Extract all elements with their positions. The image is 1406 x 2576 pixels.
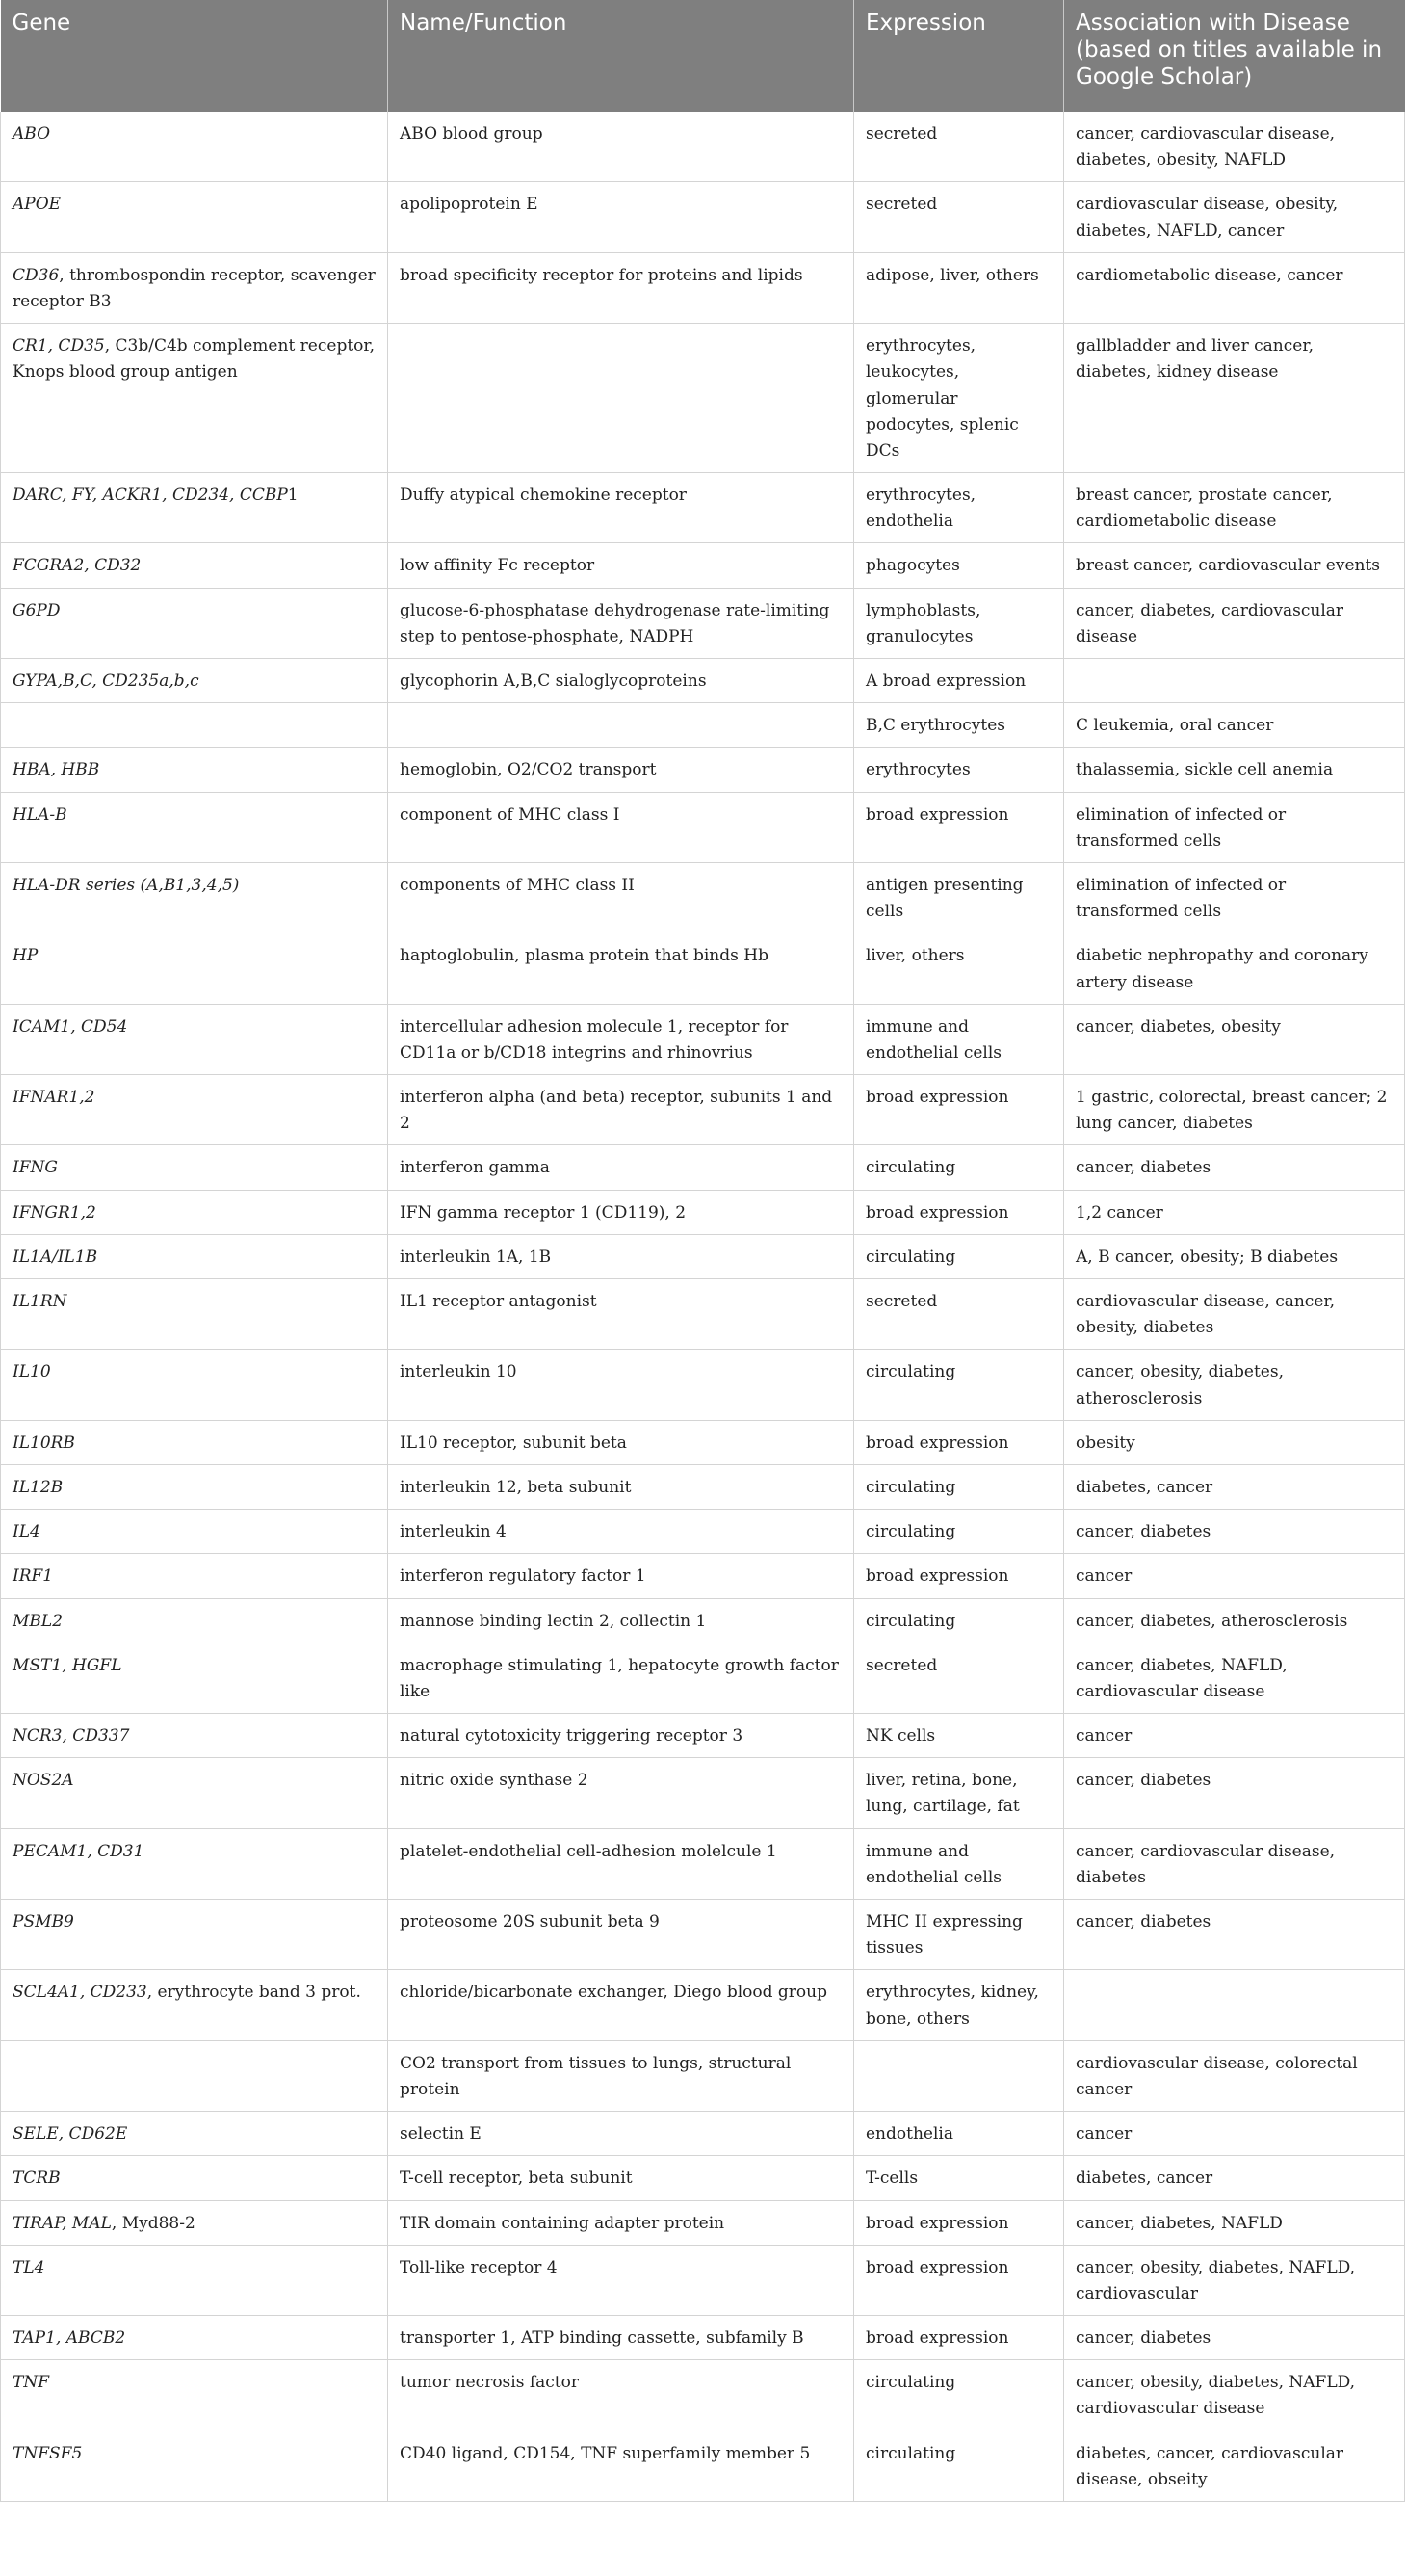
table-row	[1, 1279, 1405, 1350]
gene-symbol: HP	[13, 946, 39, 966]
name-function-cell: components of MHC class II	[388, 862, 854, 933]
table-row	[1, 1598, 1405, 1643]
table-row	[1, 588, 1405, 658]
expression-cell: circulating	[854, 1464, 1064, 1509]
name-function-cell	[388, 324, 854, 473]
disease-cell: C leukemia, oral cancer	[1064, 703, 1405, 748]
gene-symbol: IFNG	[13, 1158, 58, 1178]
expression-cell: broad expression	[854, 1554, 1064, 1598]
gene-symbol: MBL2	[13, 1611, 64, 1631]
table-row	[1, 112, 1405, 182]
header-disease-association: Association with Disease (based on titles available in Google Scholar)	[1064, 0, 1405, 112]
gene-cell	[1, 252, 388, 323]
expression-cell: antigen presenting cells	[854, 862, 1064, 933]
gene-cell	[1, 543, 388, 588]
gene-cell	[1, 792, 388, 862]
table-row	[1, 2360, 1405, 2431]
name-function-cell: IFN gamma receptor 1 (CD119), 2	[388, 1190, 854, 1234]
table-header	[1, 0, 1405, 112]
gene-cell	[1, 703, 388, 748]
gene-cell	[1, 324, 388, 473]
disease-cell: cancer, cardiovascular disease, diabetes, obesity, NAFLD	[1064, 112, 1405, 182]
gene-symbol: ABO	[13, 124, 51, 144]
table-row	[1, 2200, 1405, 2245]
gene-symbol: ICAM1, CD54	[13, 1016, 128, 1037]
gene-symbol: IL4	[13, 1522, 40, 1542]
name-function-cell: tumor necrosis factor	[388, 2360, 854, 2431]
table-row	[1, 1828, 1405, 1899]
name-function-cell: component of MHC class I	[388, 792, 854, 862]
disease-cell: cancer, diabetes, cardiovascular disease	[1064, 588, 1405, 658]
expression-cell: endothelia	[854, 2112, 1064, 2156]
gene-symbol: HLA-DR series (A,B1,3,4,5)	[13, 875, 240, 895]
table-row	[1, 543, 1405, 588]
disease-cell: A, B cancer, obesity; B diabetes	[1064, 1234, 1405, 1278]
disease-cell: cardiovascular disease, obesity, diabetes, NAFLD, cancer	[1064, 182, 1405, 252]
gene-symbol: G6PD	[13, 600, 61, 620]
expression-cell: adipose, liver, others	[854, 252, 1064, 323]
gene-alias: , erythrocyte band 3 prot.	[146, 1983, 361, 2003]
gene-cell	[1, 659, 388, 703]
expression-cell: NK cells	[854, 1714, 1064, 1758]
table-row	[1, 792, 1405, 862]
name-function-cell: interleukin 10	[388, 1350, 854, 1420]
table-row	[1, 1350, 1405, 1420]
header-gene: Gene	[1, 0, 388, 112]
expression-cell: erythrocytes, endothelia	[854, 473, 1064, 543]
gene-cell	[1, 1510, 388, 1554]
expression-cell: broad expression	[854, 1190, 1064, 1234]
gene-cell	[1, 862, 388, 933]
gene-cell	[1, 1970, 388, 2040]
disease-cell: gallbladder and liver cancer, diabetes, kidney disease	[1064, 324, 1405, 473]
gene-cell	[1, 1714, 388, 1758]
disease-cell: breast cancer, cardiovascular events	[1064, 543, 1405, 588]
disease-cell: cancer, diabetes, NAFLD, cardiovascular disease	[1064, 1643, 1405, 1713]
expression-cell: MHC II expressing tissues	[854, 1900, 1064, 1970]
gene-symbol: TIRAP, MAL	[13, 2213, 112, 2233]
disease-cell: cancer	[1064, 1714, 1405, 1758]
table-row	[1, 1970, 1405, 2040]
gene-cell	[1, 2156, 388, 2200]
expression-cell: broad expression	[854, 1075, 1064, 1145]
expression-cell: broad expression	[854, 2316, 1064, 2360]
gene-cell	[1, 2040, 388, 2111]
gene-symbol: IFNGR1,2	[13, 1202, 96, 1222]
table-row	[1, 2112, 1405, 2156]
name-function-cell	[388, 703, 854, 748]
gene-cell	[1, 1350, 388, 1420]
name-function-cell: selectin E	[388, 2112, 854, 2156]
gene-symbol: IL12B	[13, 1477, 64, 1497]
name-function-cell: transporter 1, ATP binding cassette, subfamily B	[388, 2316, 854, 2360]
gene-cell	[1, 1900, 388, 1970]
disease-cell: cancer, diabetes, atherosclerosis	[1064, 1598, 1405, 1643]
expression-cell: A broad expression	[854, 659, 1064, 703]
gene-symbol: TNF	[13, 2373, 50, 2393]
table-row	[1, 862, 1405, 933]
gene-symbol: CR1, CD35	[13, 336, 105, 356]
expression-cell: B,C erythrocytes	[854, 703, 1064, 748]
disease-cell: diabetes, cancer, cardiovascular disease, obseity	[1064, 2431, 1405, 2501]
name-function-cell: CD40 ligand, CD154, TNF superfamily member 5	[388, 2431, 854, 2501]
name-function-cell: macrophage stimulating 1, hepatocyte growth factor like	[388, 1643, 854, 1713]
disease-cell: cancer, diabetes	[1064, 1510, 1405, 1554]
name-function-cell: hemoglobin, O2/CO2 transport	[388, 748, 854, 792]
disease-cell: thalassemia, sickle cell anemia	[1064, 748, 1405, 792]
gene-symbol: FCGRA2, CD32	[13, 556, 142, 576]
table-row	[1, 1234, 1405, 1278]
table-row	[1, 1190, 1405, 1234]
header-name-function: Name/Function	[388, 0, 854, 112]
name-function-cell: proteosome 20S subunit beta 9	[388, 1900, 854, 1970]
name-function-cell: glycophorin A,B,C sialoglycoproteins	[388, 659, 854, 703]
expression-cell: T-cells	[854, 2156, 1064, 2200]
gene-symbol: SELE, CD62E	[13, 2124, 128, 2144]
gene-cell	[1, 588, 388, 658]
table-row	[1, 659, 1405, 703]
expression-cell: circulating	[854, 1350, 1064, 1420]
expression-cell: immune and endothelial cells	[854, 1004, 1064, 1074]
name-function-cell: ABO blood group	[388, 112, 854, 182]
table-body	[1, 112, 1405, 2502]
expression-cell: broad expression	[854, 2200, 1064, 2245]
table-row	[1, 2156, 1405, 2200]
expression-cell	[854, 2040, 1064, 2111]
expression-cell: circulating	[854, 1145, 1064, 1190]
gene-cell	[1, 1758, 388, 1828]
gene-symbol: IL1A/IL1B	[13, 1247, 98, 1267]
expression-cell: erythrocytes, kidney, bone, others	[854, 1970, 1064, 2040]
disease-cell: cancer, diabetes	[1064, 1145, 1405, 1190]
name-function-cell: chloride/bicarbonate exchanger, Diego blood group	[388, 1970, 854, 2040]
gene-cell	[1, 1464, 388, 1509]
table-row	[1, 473, 1405, 543]
table-row	[1, 1075, 1405, 1145]
name-function-cell: IL10 receptor, subunit beta	[388, 1420, 854, 1464]
gene-symbol: IRF1	[13, 1566, 54, 1587]
disease-cell: diabetic nephropathy and coronary artery disease	[1064, 933, 1405, 1004]
disease-cell: cancer, cardiovascular disease, diabetes	[1064, 1828, 1405, 1899]
gene-symbol: IL10RB	[13, 1433, 75, 1453]
name-function-cell: interleukin 4	[388, 1510, 854, 1554]
name-function-cell: broad specificity receptor for proteins and lipids	[388, 252, 854, 323]
name-function-cell: mannose binding lectin 2, collectin 1	[388, 1598, 854, 1643]
gene-cell	[1, 1145, 388, 1190]
gene-cell	[1, 473, 388, 543]
name-function-cell: IL1 receptor antagonist	[388, 1279, 854, 1350]
gene-symbol: IFNAR1,2	[13, 1088, 95, 1108]
gene-cell	[1, 2112, 388, 2156]
expression-cell: circulating	[854, 2431, 1064, 2501]
gene-cell	[1, 112, 388, 182]
gene-symbol: PECAM1, CD31	[13, 1841, 144, 1861]
name-function-cell: Duffy atypical chemokine receptor	[388, 473, 854, 543]
table-row	[1, 2245, 1405, 2315]
disease-cell: cardiovascular disease, colorectal cancer	[1064, 2040, 1405, 2111]
disease-cell: cancer	[1064, 1554, 1405, 1598]
gene-symbol: TAP1, ABCB2	[13, 2328, 126, 2349]
gene-symbol: PSMB9	[13, 1912, 74, 1932]
disease-cell: elimination of infected or transformed cells	[1064, 862, 1405, 933]
expression-cell: liver, others	[854, 933, 1064, 1004]
gene-cell	[1, 1554, 388, 1598]
disease-cell: cancer, diabetes	[1064, 2316, 1405, 2360]
table-row	[1, 1510, 1405, 1554]
table-row	[1, 1714, 1405, 1758]
name-function-cell: natural cytotoxicity triggering receptor 3	[388, 1714, 854, 1758]
table-row	[1, 1900, 1405, 1970]
disease-cell	[1064, 659, 1405, 703]
gene-symbol: CD36	[13, 265, 60, 285]
gene-symbol: TCRB	[13, 2169, 61, 2189]
expression-cell: broad expression	[854, 2245, 1064, 2315]
expression-cell: immune and endothelial cells	[854, 1828, 1064, 1899]
expression-cell: phagocytes	[854, 543, 1064, 588]
name-function-cell: apolipoprotein E	[388, 182, 854, 252]
disease-cell: cancer, obesity, diabetes, NAFLD, cardiovascular	[1064, 2245, 1405, 2315]
disease-cell: cardiometabolic disease, cancer	[1064, 252, 1405, 323]
gene-symbol: HLA-B	[13, 804, 67, 825]
disease-cell: cancer, diabetes	[1064, 1900, 1405, 1970]
gene-symbol: MST1, HGFL	[13, 1655, 122, 1675]
gene-cell	[1, 2316, 388, 2360]
table-row	[1, 1420, 1405, 1464]
name-function-cell: glucose-6-phosphatase dehydrogenase rate-limiting step to pentose-phosphate, NADPH	[388, 588, 854, 658]
name-function-cell: haptoglobulin, plasma protein that binds Hb	[388, 933, 854, 1004]
gene-symbol: DARC, FY, ACKR1, CD234, CCBP	[13, 486, 288, 506]
gene-alias: , C3b/C4b complement receptor, Knops blood group antigen	[13, 336, 376, 382]
gene-symbol: HBA, HBB	[13, 760, 100, 780]
expression-cell: lymphoblasts, granulocytes	[854, 588, 1064, 658]
expression-cell: erythrocytes, leukocytes, glomerular podocytes, splenic DCs	[854, 324, 1064, 473]
gene-symbol: SCL4A1, CD233	[13, 1983, 147, 2003]
disease-cell: 1 gastric, colorectal, breast cancer; 2 lung cancer, diabetes	[1064, 1075, 1405, 1145]
table-row	[1, 182, 1405, 252]
gene-symbol: GYPA,B,C, CD235a,b,c	[13, 671, 199, 691]
disease-cell: diabetes, cancer	[1064, 1464, 1405, 1509]
gene-cell	[1, 1598, 388, 1643]
gene-cell	[1, 2431, 388, 2501]
name-function-cell: interferon alpha (and beta) receptor, subunits 1 and 2	[388, 1075, 854, 1145]
expression-cell: circulating	[854, 1598, 1064, 1643]
gene-cell	[1, 1004, 388, 1074]
expression-cell: secreted	[854, 1279, 1064, 1350]
table-row	[1, 2316, 1405, 2360]
disease-cell: 1,2 cancer	[1064, 1190, 1405, 1234]
gene-cell	[1, 1075, 388, 1145]
disease-cell: breast cancer, prostate cancer, cardiometabolic disease	[1064, 473, 1405, 543]
gene-cell	[1, 2360, 388, 2431]
table-row	[1, 748, 1405, 792]
disease-cell: cancer, obesity, diabetes, atherosclerosis	[1064, 1350, 1405, 1420]
gene-symbol: TNFSF5	[13, 2443, 83, 2463]
expression-cell: erythrocytes	[854, 748, 1064, 792]
table-row	[1, 933, 1405, 1004]
gene-cell	[1, 2245, 388, 2315]
disease-cell: obesity	[1064, 1420, 1405, 1464]
gene-cell	[1, 1420, 388, 1464]
expression-cell: circulating	[854, 2360, 1064, 2431]
header-expression: Expression	[854, 0, 1064, 112]
gene-cell	[1, 748, 388, 792]
name-function-cell: interferon regulatory factor 1	[388, 1554, 854, 1598]
gene-alias: 1	[287, 486, 299, 506]
expression-cell: secreted	[854, 182, 1064, 252]
disease-cell: cancer, diabetes, obesity	[1064, 1004, 1405, 1074]
gene-symbol: IL1RN	[13, 1292, 67, 1311]
name-function-cell: intercellular adhesion molecule 1, receptor for CD11a or b/CD18 integrins and rhinovrius	[388, 1004, 854, 1074]
table-row	[1, 703, 1405, 748]
table-row	[1, 1145, 1405, 1190]
name-function-cell: T-cell receptor, beta subunit	[388, 2156, 854, 2200]
gene-symbol: TL4	[13, 2257, 45, 2277]
gene-symbol: NCR3, CD337	[13, 1726, 130, 1747]
name-function-cell: Toll-like receptor 4	[388, 2245, 854, 2315]
expression-cell: liver, retina, bone, lung, cartilage, fat	[854, 1758, 1064, 1828]
gene-symbol: APOE	[13, 195, 62, 215]
disease-cell: cancer, diabetes	[1064, 1758, 1405, 1828]
header-row	[1, 0, 1405, 112]
table-row	[1, 1643, 1405, 1713]
gene-cell	[1, 1234, 388, 1278]
table-row	[1, 1464, 1405, 1509]
table-row	[1, 2431, 1405, 2501]
expression-cell: secreted	[854, 112, 1064, 182]
expression-cell: broad expression	[854, 1420, 1064, 1464]
name-function-cell: interferon gamma	[388, 1145, 854, 1190]
expression-cell: circulating	[854, 1510, 1064, 1554]
name-function-cell: low affinity Fc receptor	[388, 543, 854, 588]
gene-symbol: NOS2A	[13, 1771, 74, 1791]
table-row	[1, 324, 1405, 473]
expression-cell: secreted	[854, 1643, 1064, 1713]
name-function-cell: platelet-endothelial cell-adhesion molelcule 1	[388, 1828, 854, 1899]
disease-cell: cancer	[1064, 2112, 1405, 2156]
expression-cell: broad expression	[854, 792, 1064, 862]
gene-cell	[1, 1828, 388, 1899]
gene-symbol: IL10	[13, 1362, 51, 1382]
gene-cell	[1, 1279, 388, 1350]
disease-cell: cancer, diabetes, NAFLD	[1064, 2200, 1405, 2245]
gene-cell	[1, 933, 388, 1004]
disease-cell: cardiovascular disease, cancer, obesity, diabetes	[1064, 1279, 1405, 1350]
gene-cell	[1, 182, 388, 252]
expression-cell: circulating	[854, 1234, 1064, 1278]
table-row	[1, 252, 1405, 323]
disease-cell: cancer, obesity, diabetes, NAFLD, cardiovascular disease	[1064, 2360, 1405, 2431]
name-function-cell: interleukin 12, beta subunit	[388, 1464, 854, 1509]
table-row	[1, 1004, 1405, 1074]
disease-cell: diabetes, cancer	[1064, 2156, 1405, 2200]
name-function-cell: nitric oxide synthase 2	[388, 1758, 854, 1828]
disease-cell	[1064, 1970, 1405, 2040]
table-row	[1, 1554, 1405, 1598]
gene-cell	[1, 1643, 388, 1713]
name-function-cell: TIR domain containing adapter protein	[388, 2200, 854, 2245]
gene-cell	[1, 1190, 388, 1234]
name-function-cell: interleukin 1A, 1B	[388, 1234, 854, 1278]
gene-alias: , Myd88-2	[111, 2213, 195, 2233]
table-row	[1, 1758, 1405, 1828]
table-row	[1, 2040, 1405, 2111]
disease-cell: elimination of infected or transformed cells	[1064, 792, 1405, 862]
gene-alias: , thrombospondin receptor, scavenger receptor B3	[13, 265, 376, 311]
name-function-cell: CO2 transport from tissues to lungs, structural protein	[388, 2040, 854, 2111]
gene-cell	[1, 2200, 388, 2245]
